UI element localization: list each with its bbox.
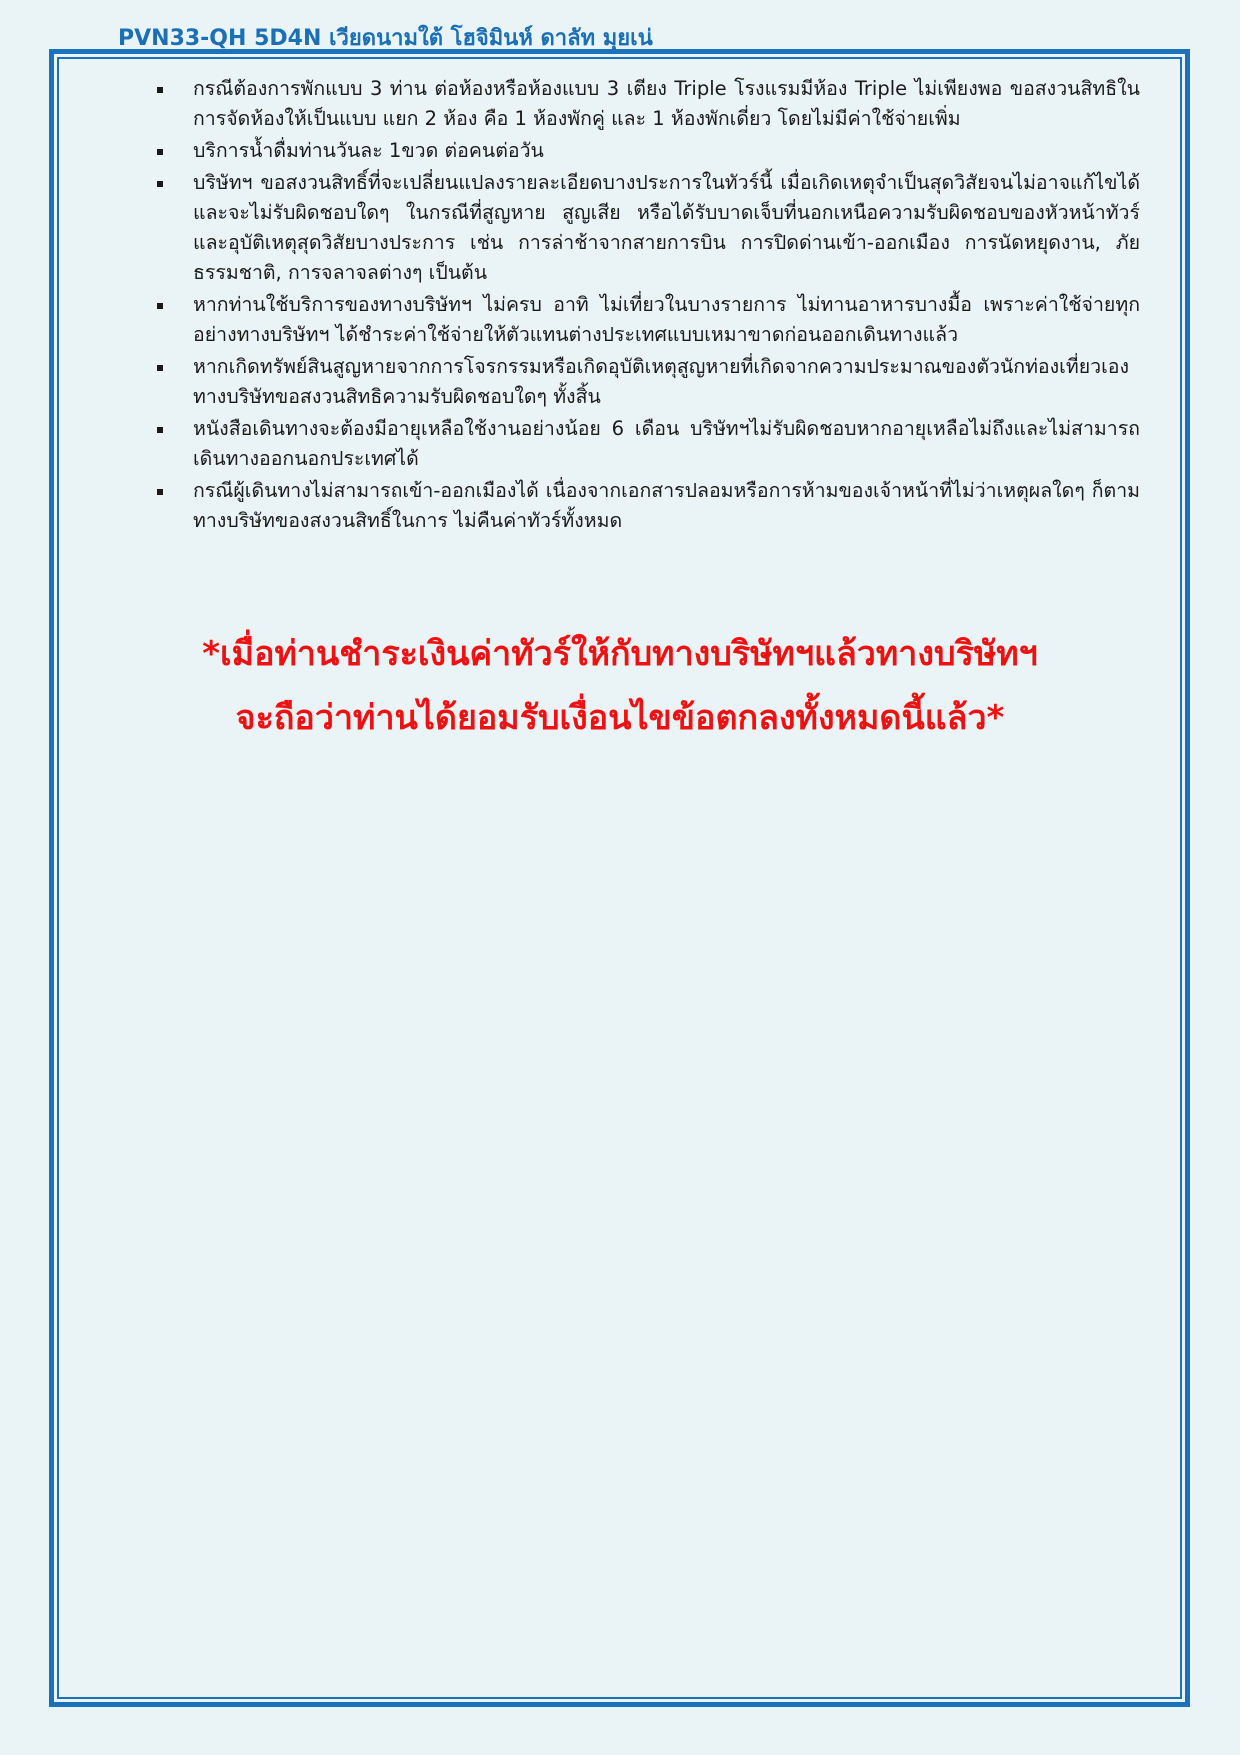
list-item [155,74,1140,134]
square-bullet-icon [157,303,163,309]
list-item [155,136,1140,166]
payment-acceptance-notice [70,622,1170,750]
term-text: หนังสือเดินทางจะต้องมีอายุเหลือใช้งานอย่างน้อย 6 เดือน บริษัทฯไม่รับผิดชอบหากอายุเหลือไม่ถึงและไม่สามารถเดินทางออกนอกประเทศได้ [193,417,1140,470]
term-text: หากท่านใช้บริการของทางบริษัทฯ ไม่ครบ อาทิ ไม่เที่ยวในบางรายการ ไม่ทานอาหารบางมื้อ เพราะค่าใช้จ่ายทุกอย่างทางบริษัทฯ ได้ชำระค่าใช้จ่ายให้ตัวแทนต่างประเทศแบบเหมาขาดก่อนออกเดินทางแล้ว [193,293,1140,346]
term-text: บริษัทฯ ขอสงวนสิทธิ์ที่จะเปลี่ยนแปลงรายละเอียดบางประการในทัวร์นี้ เมื่อเกิดเหตุจำเป็นสุดวิสัยจนไม่อาจแก้ไขได้ และจะไม่รับผิดชอบใดๆ ในกรณีที่สูญหาย สูญเสีย หรือได้รับบาดเจ็บที่นอกเหนือความรับผิดชอบของหัวหน้าทัวร์และอุบัติเหตุสุดวิสัยบางประการ เช่น การล่าช้าจากสายการบิน การปิดด่านเข้า-ออกเมือง การนัดหยุดงาน, ภัยธรรมชาติ, การจลาจลต่างๆ เป็นต้น [193,171,1140,284]
terms-section [155,74,1140,538]
list-item [155,352,1140,412]
notice-line-1: *เมื่อท่านชำระเงินค่าทัวร์ให้กับทางบริษัทฯแล้วทางบริษัทฯ [202,634,1038,674]
list-item [155,168,1140,288]
term-text: หากเกิดทรัพย์สินสูญหายจากการโจรกรรมหรือเกิดอุบัติเหตุสูญหายที่เกิดจากความประมาณของตัวนักท่องเที่ยวเอง ทางบริษัทขอสงวนสิทธิความรับผิดชอบใดๆ ทั้งสิ้น [193,355,1129,408]
term-text: บริการน้ำดื่มท่านวันละ 1ขวด ต่อคนต่อวัน [193,139,544,162]
document-header-title: PVN33-QH 5D4N เวียดนามใต้ โฮจิมินห์ ดาลัท มุยเน่ [118,26,653,51]
square-bullet-icon [157,149,163,155]
square-bullet-icon [157,87,163,93]
term-text: กรณีผู้เดินทางไม่สามารถเข้า-ออกเมืองได้ เนื่องจากเอกสารปลอมหรือการห้ามของเจ้าหน้าที่ไม่ว่าเหตุผลใดๆ ก็ตามทางบริษัทของสงวนสิทธิ์ในการ ไม่คืนค่าทัวร์ทั้งหมด [193,479,1140,532]
square-bullet-icon [157,365,163,371]
term-text: กรณีต้องการพักแบบ 3 ท่าน ต่อห้องหรือห้องแบบ 3 เตียง Triple โรงแรมมีห้อง Triple ไม่เพียงพอ ขอสงวนสิทธิในการจัดห้องให้เป็นแบบ แยก 2 ห้อง คือ 1 ห้องพักคู่ และ 1 ห้องพักเดี่ยว โดยไม่มีค่าใช้จ่ายเพิ่ม [193,77,1140,130]
list-item [155,476,1140,536]
square-bullet-icon [157,427,163,433]
terms-list [155,74,1140,536]
list-item [155,290,1140,350]
square-bullet-icon [157,181,163,187]
square-bullet-icon [157,489,163,495]
list-item [155,414,1140,474]
notice-line-2: จะถือว่าท่านได้ยอมรับเงื่อนไขข้อตกลงทั้งหมดนี้แล้ว* [235,698,1005,738]
